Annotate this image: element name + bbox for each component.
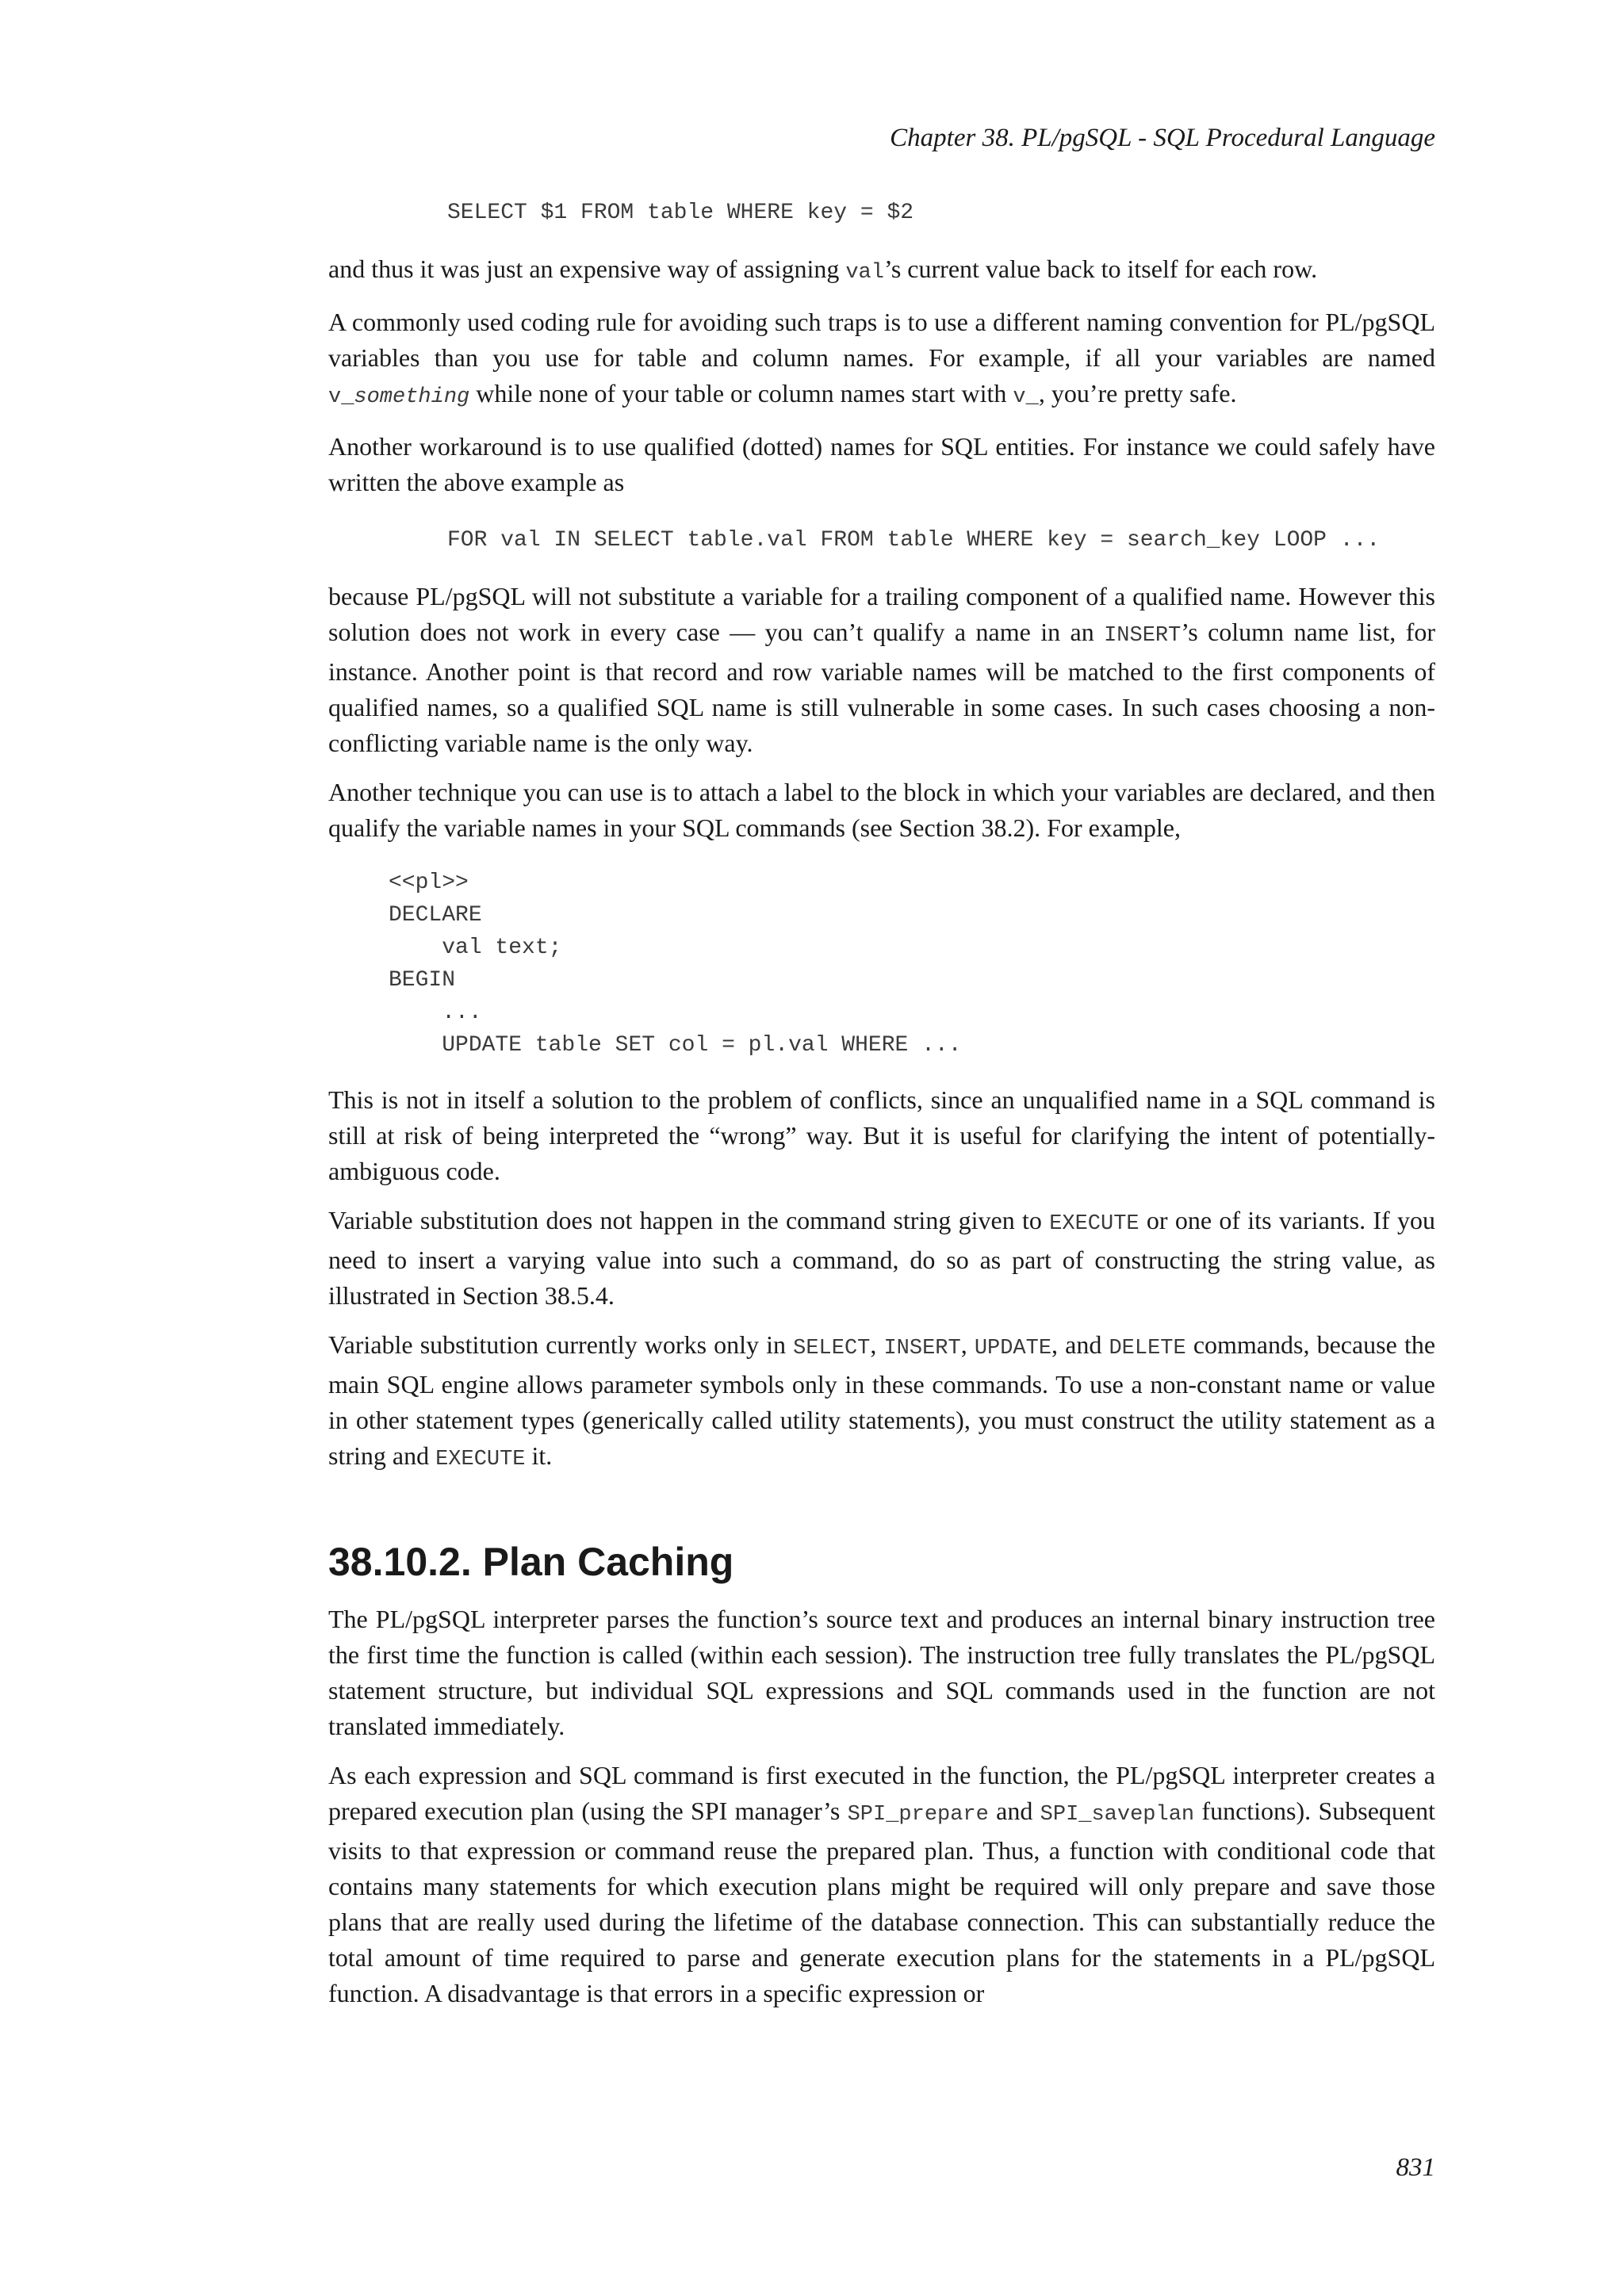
- paragraph-plan-caching-intro: The PL/pgSQL interpreter parses the function’s source text and produces an internal binary instruction tree the first time the function is called (within each session). The instruction tree fully translates the PL/pgSQL statement structure, but individual SQL expressions and SQL commands used in the function are not translated immediately.: [328, 1605, 1435, 1740]
- paragraph-naming-convention: A commonly used coding rule for avoiding such traps is to use a different naming convention for PL/pgSQL variables than you use for table and column names. For example, if all your variables are named v_something while none of your table or column names start with v_, you’re pretty safe.: [328, 308, 1435, 409]
- inline-code: val: [845, 261, 884, 285]
- paragraph-substitution-commands: Variable substitution currently works only in SELECT, INSERT, UPDATE, and DELETE commands, because the main SQL engine allows parameter symbols only in these commands. To use a non-constant name or value in other statement types (generically called utility statements), you must construct the utility statement as a string and EXECUTE it.: [328, 1330, 1436, 1471]
- inline-code: v_something: [328, 385, 470, 409]
- code-block-labeled: <<pl>> DECLARE val text; BEGIN ... UPDATE table SET col = pl.val WHERE ...: [389, 871, 962, 1058]
- page-number: 831: [1396, 2153, 1435, 2182]
- inline-code: SPI_saveplan: [1040, 1803, 1195, 1827]
- paragraph-execute: Variable substitution does not happen in the command string given to EXECUTE or one of its variants. If you need to insert a varying value into such a command, do so as part of constructing the string value, as illustrated in Section 38.5.4.: [328, 1206, 1436, 1310]
- code-block-select: SELECT $1 FROM table WHERE key = $2: [447, 201, 914, 225]
- inline-code: INSERT: [1104, 624, 1182, 648]
- paragraph-qualified-names: Another workaround is to use qualified (dotted) names for SQL entities. For instance we could safely have written the above example as: [328, 432, 1435, 496]
- inline-code: SPI_prepare: [847, 1803, 989, 1827]
- code-block-qualified-loop: FOR val IN SELECT table.val FROM table WHERE key = search_key LOOP ...: [447, 528, 1381, 553]
- paragraph-prepared-plan: As each expression and SQL command is first executed in the function, the PL/pgSQL interpreter creates a prepared execution plan (using the SPI manager’s SPI_prepare and SPI_saveplan functions). Subsequent visits to that expression or command reuse the prepared plan. Thus, a function with conditional code that contains many statements for which execution plans might be required will only prepare and save those plans that are really used during the lifetime of the database connection. This can substantially reduce the total amount of time required to parse and generate execution plans for the statements in a PL/pgSQL function. A disadvantage is that errors in a specific expression or: [328, 1761, 1436, 2007]
- inline-code: SELECT: [793, 1337, 871, 1360]
- section-heading: 38.10.2. Plan Caching: [328, 1540, 734, 1584]
- inline-code: v_: [1013, 385, 1039, 409]
- paragraph-trailing-component: because PL/pgSQL will not substitute a variable for a trailing component of a qualified name. However this solution does not work in every case — you can’t qualify a name in an INSERT’s column name list, for instance. Another point is that record and row variable names will be matched to the first components of qualified names, so a qualified SQL name is still vulnerable in some cases. In such cases choosing a non-conflicting variable name is the only way.: [328, 582, 1436, 757]
- page-content: [328, 195, 1435, 2025]
- paragraph-conflicts: This is not in itself a solution to the problem of conflicts, since an unqualified name in a SQL command is still at risk of being interpreted the “wrong” way. But it is useful for clarifying the intent of potentially-ambiguous code.: [328, 1085, 1435, 1185]
- paragraph-assign-val: and thus it was just an expensive way of assigning val’s current value back to itself for each row.: [328, 254, 1318, 285]
- document-page: [328, 0, 1435, 2296]
- paragraph-label-technique: Another technique you can use is to attach a label to the block in which your variables are declared, and then qualify the variable names in your SQL commands (see Section 38.2). For example,: [328, 778, 1435, 842]
- inline-code: UPDATE: [974, 1337, 1052, 1360]
- running-header: Chapter 38. PL/pgSQL - SQL Procedural Language: [890, 124, 1435, 152]
- inline-code: EXECUTE: [435, 1448, 526, 1471]
- inline-code: EXECUTE: [1049, 1212, 1139, 1236]
- inline-code: DELETE: [1109, 1337, 1186, 1360]
- inline-code: INSERT: [883, 1337, 961, 1360]
